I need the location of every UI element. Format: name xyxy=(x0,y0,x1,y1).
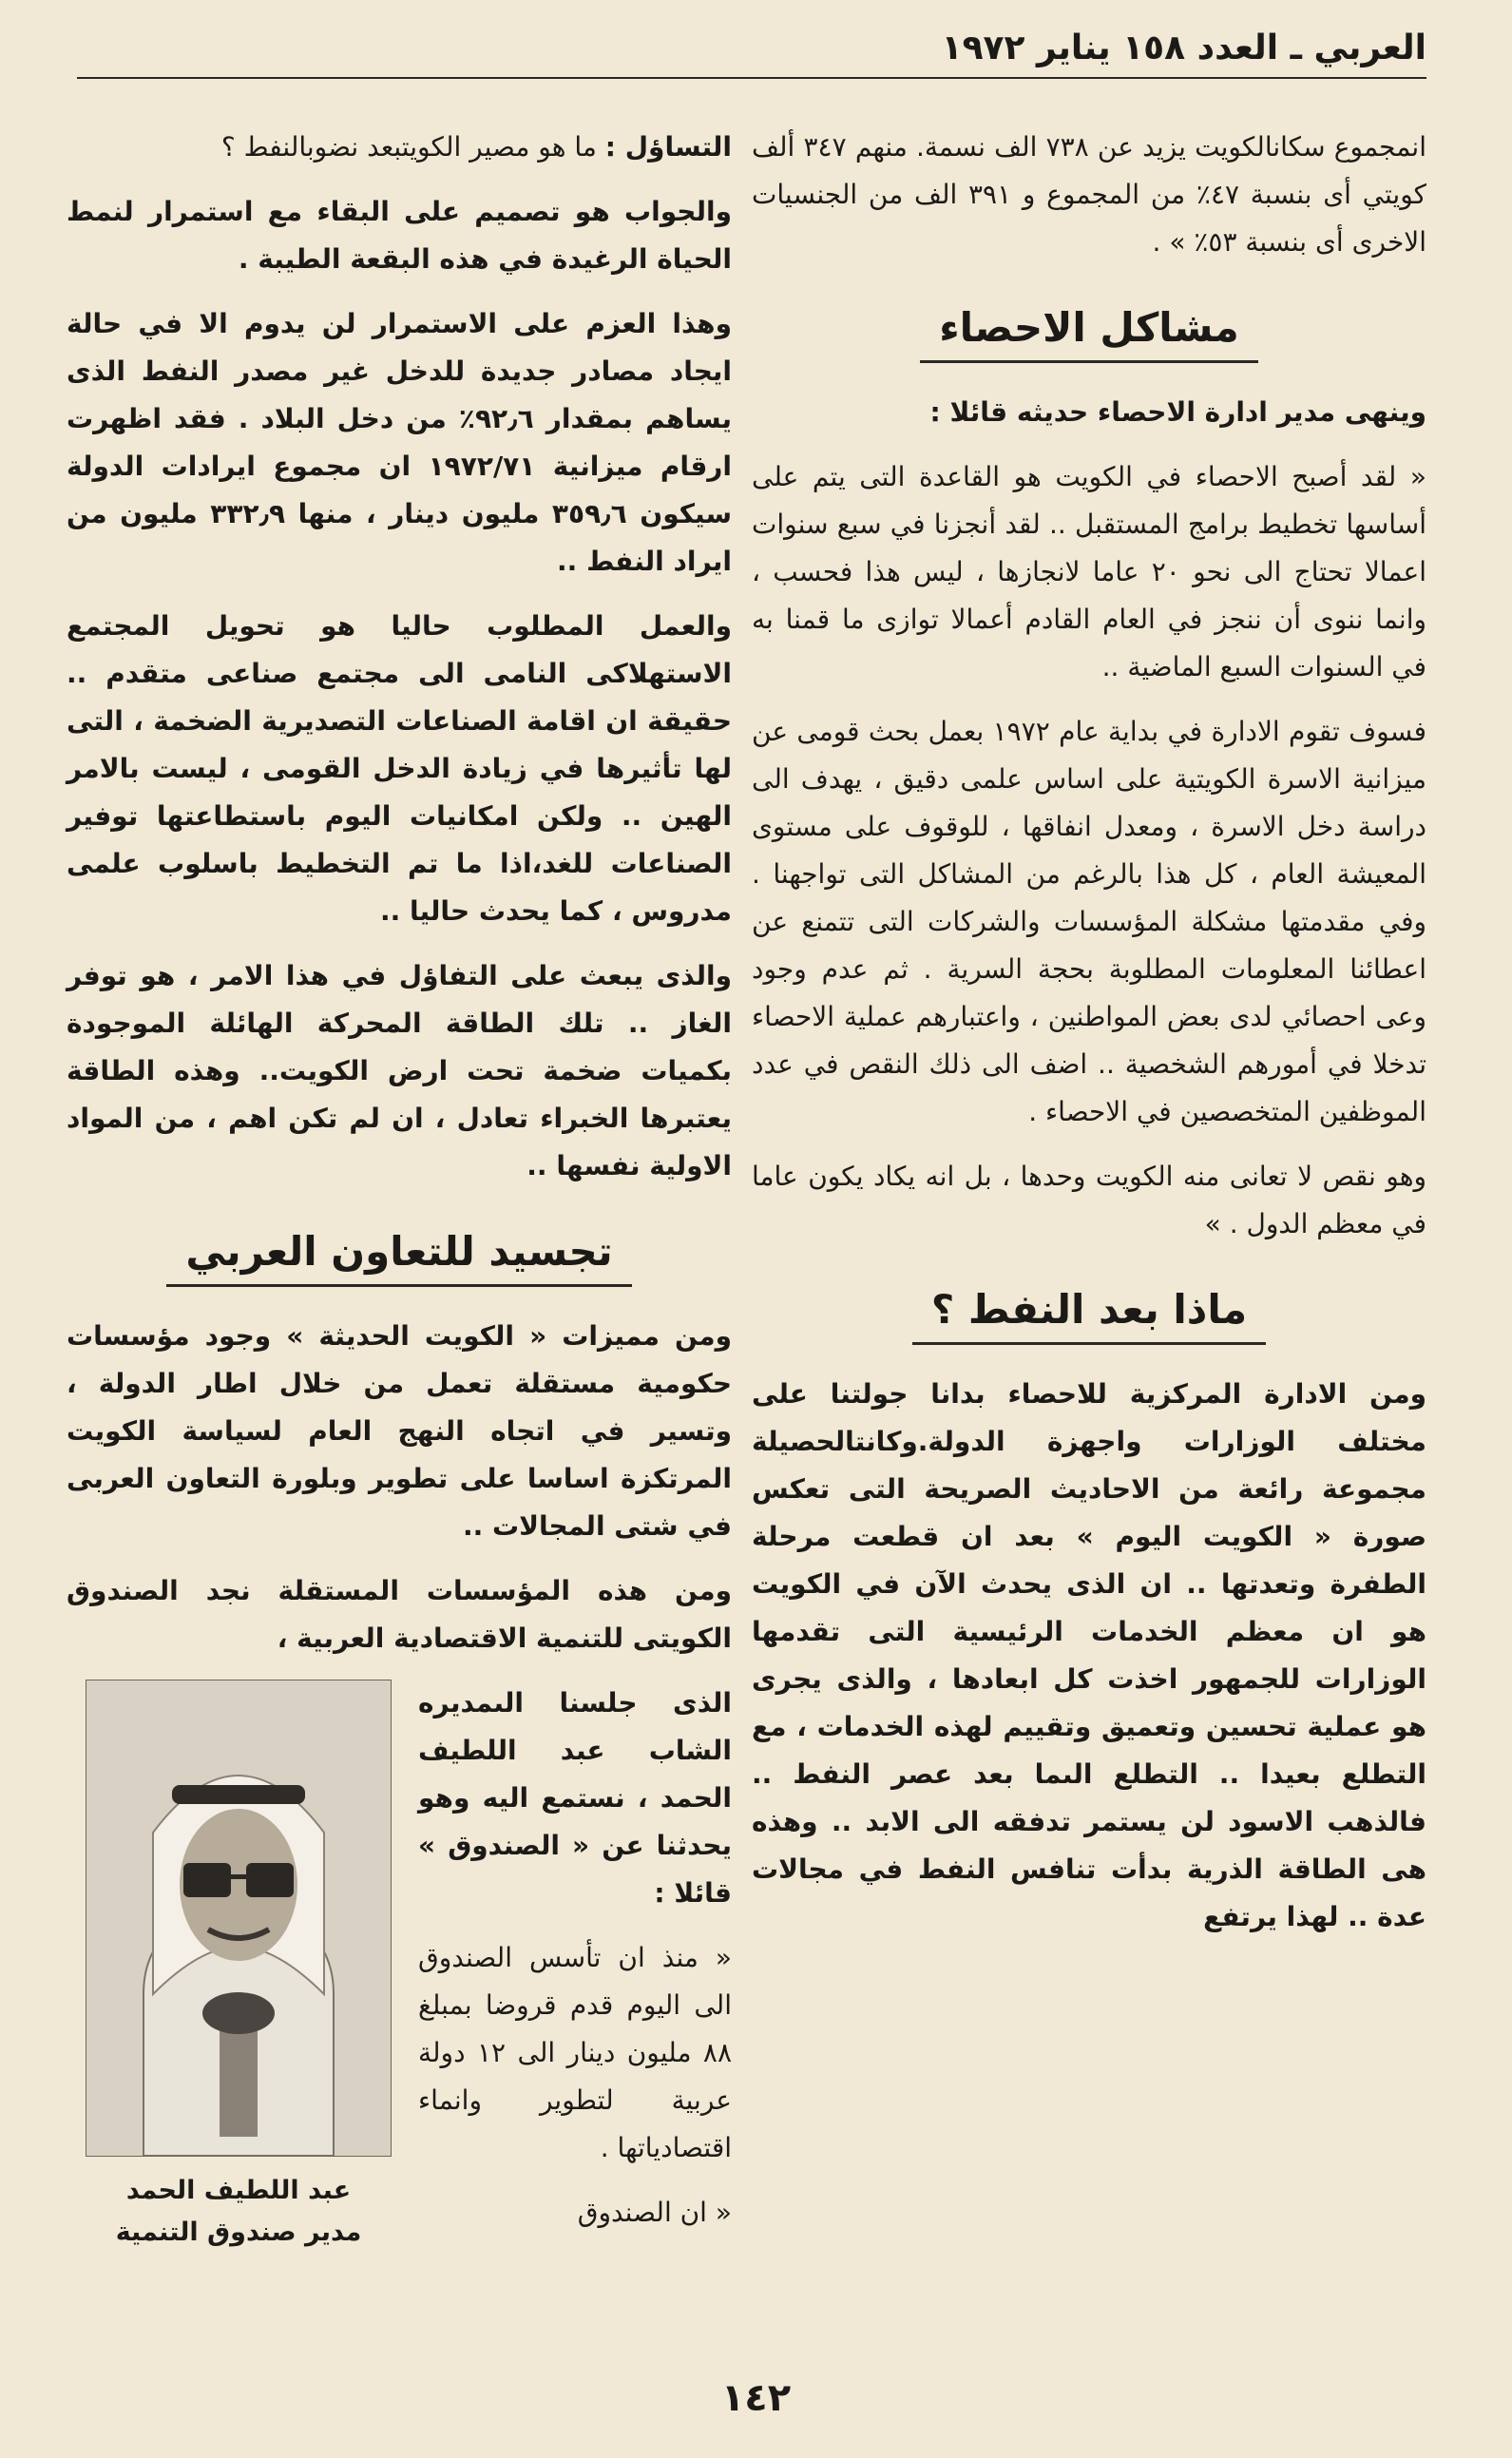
paragraph: وهذا العزم على الاستمرار لن يدوم الا في حالة ايجاد مصادر جديدة للدخل غير مصدر النفط الذى يساهم بمقدار ٩٢٫٦٪ من دخل البلاد . فقد اظهرت ارقام ميزانية ١٩٧٢/٧١ ان مجموع ايرادات الدولة سيكون ٣٥٩٫٦ مليون دينار ، منها ٣٣٢٫٩ مليون من ايراد النفط .. xyxy=(67,308,733,577)
right-column xyxy=(752,124,1426,1958)
paragraph: ومن هذه المؤسسات المستقلة نجد الصندوق الكويتى للتنمية الاقتصادية العربية ، xyxy=(67,1575,732,1654)
paragraph: والعمل المطلوب حاليا هو تحويل المجتمع الاستهلاكى النامى الى مجتمع صناعى متقدم .. حقيقة ان اقامة الصناعات التصديرية الضخمة ، التى لها تأثيرها في زيادة الدخل القومى ، ليست بالامر الهين .. ولكن امكانيات اليوم باستطاعتها توفير الصناعات للغد،اذا ما تم التخطيط باسلوب علمى مدروس ، كما يحدث حاليا .. xyxy=(67,610,732,927)
paragraph: والذى يبعث على التفاؤل في هذا الامر ، هو توفر الغاز .. تلك الطاقة المحركة الهائلة الموجودة بكميات ضخمة تحت ارض الكويت.. وهذه الطاقة يعتبرها الخبراء تعادل ، ان لم تكن اهم ، من المواد الاولية نفسها .. xyxy=(67,960,732,1181)
caption-name: عبد اللطيف الحمد xyxy=(125,2176,352,2205)
photo-block xyxy=(82,1680,395,2254)
portrait-photo xyxy=(86,1680,392,2157)
paragraph: وينهى مدير ادارة الاحصاء حديثه قائلا : xyxy=(929,396,1426,428)
paragraph: « منذ ان تأسس الصندوق الى اليوم قدم قروضا بمبلغ ٨٨ مليون دينار الى ١٢ دولة عربية لتطوير وانماء اقتصادياتها . xyxy=(418,1942,732,2163)
paragraph: الذى جلسنا الىمديره الشاب عبد اللطيف الحمد ، نستمع اليه وهو يحدثنا عن « الصندوق » قائلا : xyxy=(418,1687,732,1909)
section-title-statistics xyxy=(752,304,1426,362)
page-header: العربي ـ العدد ١٥٨ يناير ١٩٧٢ xyxy=(77,29,1426,79)
paragraph: « ان الصندوق xyxy=(577,2197,732,2228)
section-title-text: تجسيد للتعاون العربي xyxy=(166,1228,631,1287)
paragraph: ومن مميزات « الكويت الحديثة » وجود مؤسسات حكومية مستقلة تعمل من خلال اطار الدولة ، وتسير في اتجاه النهج العام لسياسة الكويت المرتكزة اساسا على تطوير وبلورة التعاون العربى في شتى المجالات .. xyxy=(67,1320,732,1542)
section-title-arab-cooperation xyxy=(67,1228,732,1286)
question-label: التساؤل : xyxy=(604,131,732,163)
caption-title: مدير صندوق التنمية xyxy=(115,2218,362,2247)
figure-wrap xyxy=(67,1680,732,2254)
portrait-illustration xyxy=(86,1680,391,2156)
paragraph: ومن الادارة المركزية للاحصاء بدانا جولتنا على مختلف الوزارات واجهزة الدولة.وكانتالحصيلة مجموعة رائعة من الاحاديث الصريحة التى تعكس صورة « الكويت اليوم » بعد ان قطعت مرحلة الطفرة وتعدتها .. ان الذى يحدث الآن في الكويت هو ان معظم الخدمات الرئيسية التى تقدمها الوزارات للجمهور اخذت كل ابعادها ، والذى يجرى هو عملية تحسين وتعميق وتقييم لهذه الخدمات ، مع التطلع بعيدا .. التطلع الىما بعد عصر النفط .. فالذهب الاسود لن يستمر تدفقه الى الابد .. وهذه هى الطاقة الذرية بدأت تنافس النفط في مجالات عدة .. لهذا يرتفع xyxy=(752,1378,1426,1932)
section-title-text: مشاكل الاحصاء xyxy=(920,304,1258,363)
section-title-after-oil xyxy=(752,1286,1426,1344)
page-number: ١٤٢ xyxy=(720,2376,792,2420)
paragraph: وهو نقص لا تعانى منه الكويت وحدها ، بل انه يكاد يكون عاما في معظم الدول . » xyxy=(752,1161,1426,1239)
section-title-text: ماذا بعد النفط ؟ xyxy=(912,1286,1266,1345)
intro-paragraph: انمجموع سكانالكويت يزيد عن ٧٣٨ الف نسمة. منهم ٣٤٧ ألف كويتي أى بنسبة ٤٧٪ من المجموع و ٣٩١ الف من الجنسيات الاخرى أى بنسبة ٥٣٪ » . xyxy=(752,131,1427,258)
question-text: ما هو مصير الكويتبعد نضوبالنفط ؟ xyxy=(220,131,605,163)
paragraph: فسوف تقوم الادارة في بداية عام ١٩٧٢ بعمل بحث قومى عن ميزانية الاسرة الكويتية على اساس علمى دقيق ، يهدف الى دراسة دخل الاسرة ، ومعدل انفاقها ، للوقوف على مستوى المعيشة العام ، كل هذا بالرغم من المشاكل التى تواجهنا . وفي مقدمتها مشكلة المؤسسات والشركات التى تتمنع عن اعطائنا المعلومات المطلوبة بحجة السرية . ثم عدم وجود وعى احصائي لدى بعض المواطنين ، واعتبارهم عملية الاحصاء تدخلا في أمورهم الشخصية .. اضف الى ذلك النقص في عدد الموظفين المتخصصين في الاحصاء . xyxy=(752,716,1426,1127)
photo-caption xyxy=(82,2170,395,2254)
wrapped-text xyxy=(418,1680,732,2254)
question-paragraph xyxy=(67,124,732,171)
paragraph: والجواب هو تصميم على البقاء مع استمرار لنمط الحياة الرغيدة في هذه البقعة الطيبة . xyxy=(67,196,732,275)
left-column xyxy=(67,124,732,2254)
paragraph: « لقد أصبح الاحصاء في الكويت هو القاعدة التى يتم على أساسها تخطيط برامج المستقبل .. لقد أنجزنا في سبع سنوات اعمالا تحتاج الى نحو ٢٠ عاما لانجازها ، ليس هذا فحسب ، وانما ننوى أن ننجز في العام القادم أعمالا توازى ما قمنا به في السنوات السبع الماضية .. xyxy=(752,461,1426,682)
